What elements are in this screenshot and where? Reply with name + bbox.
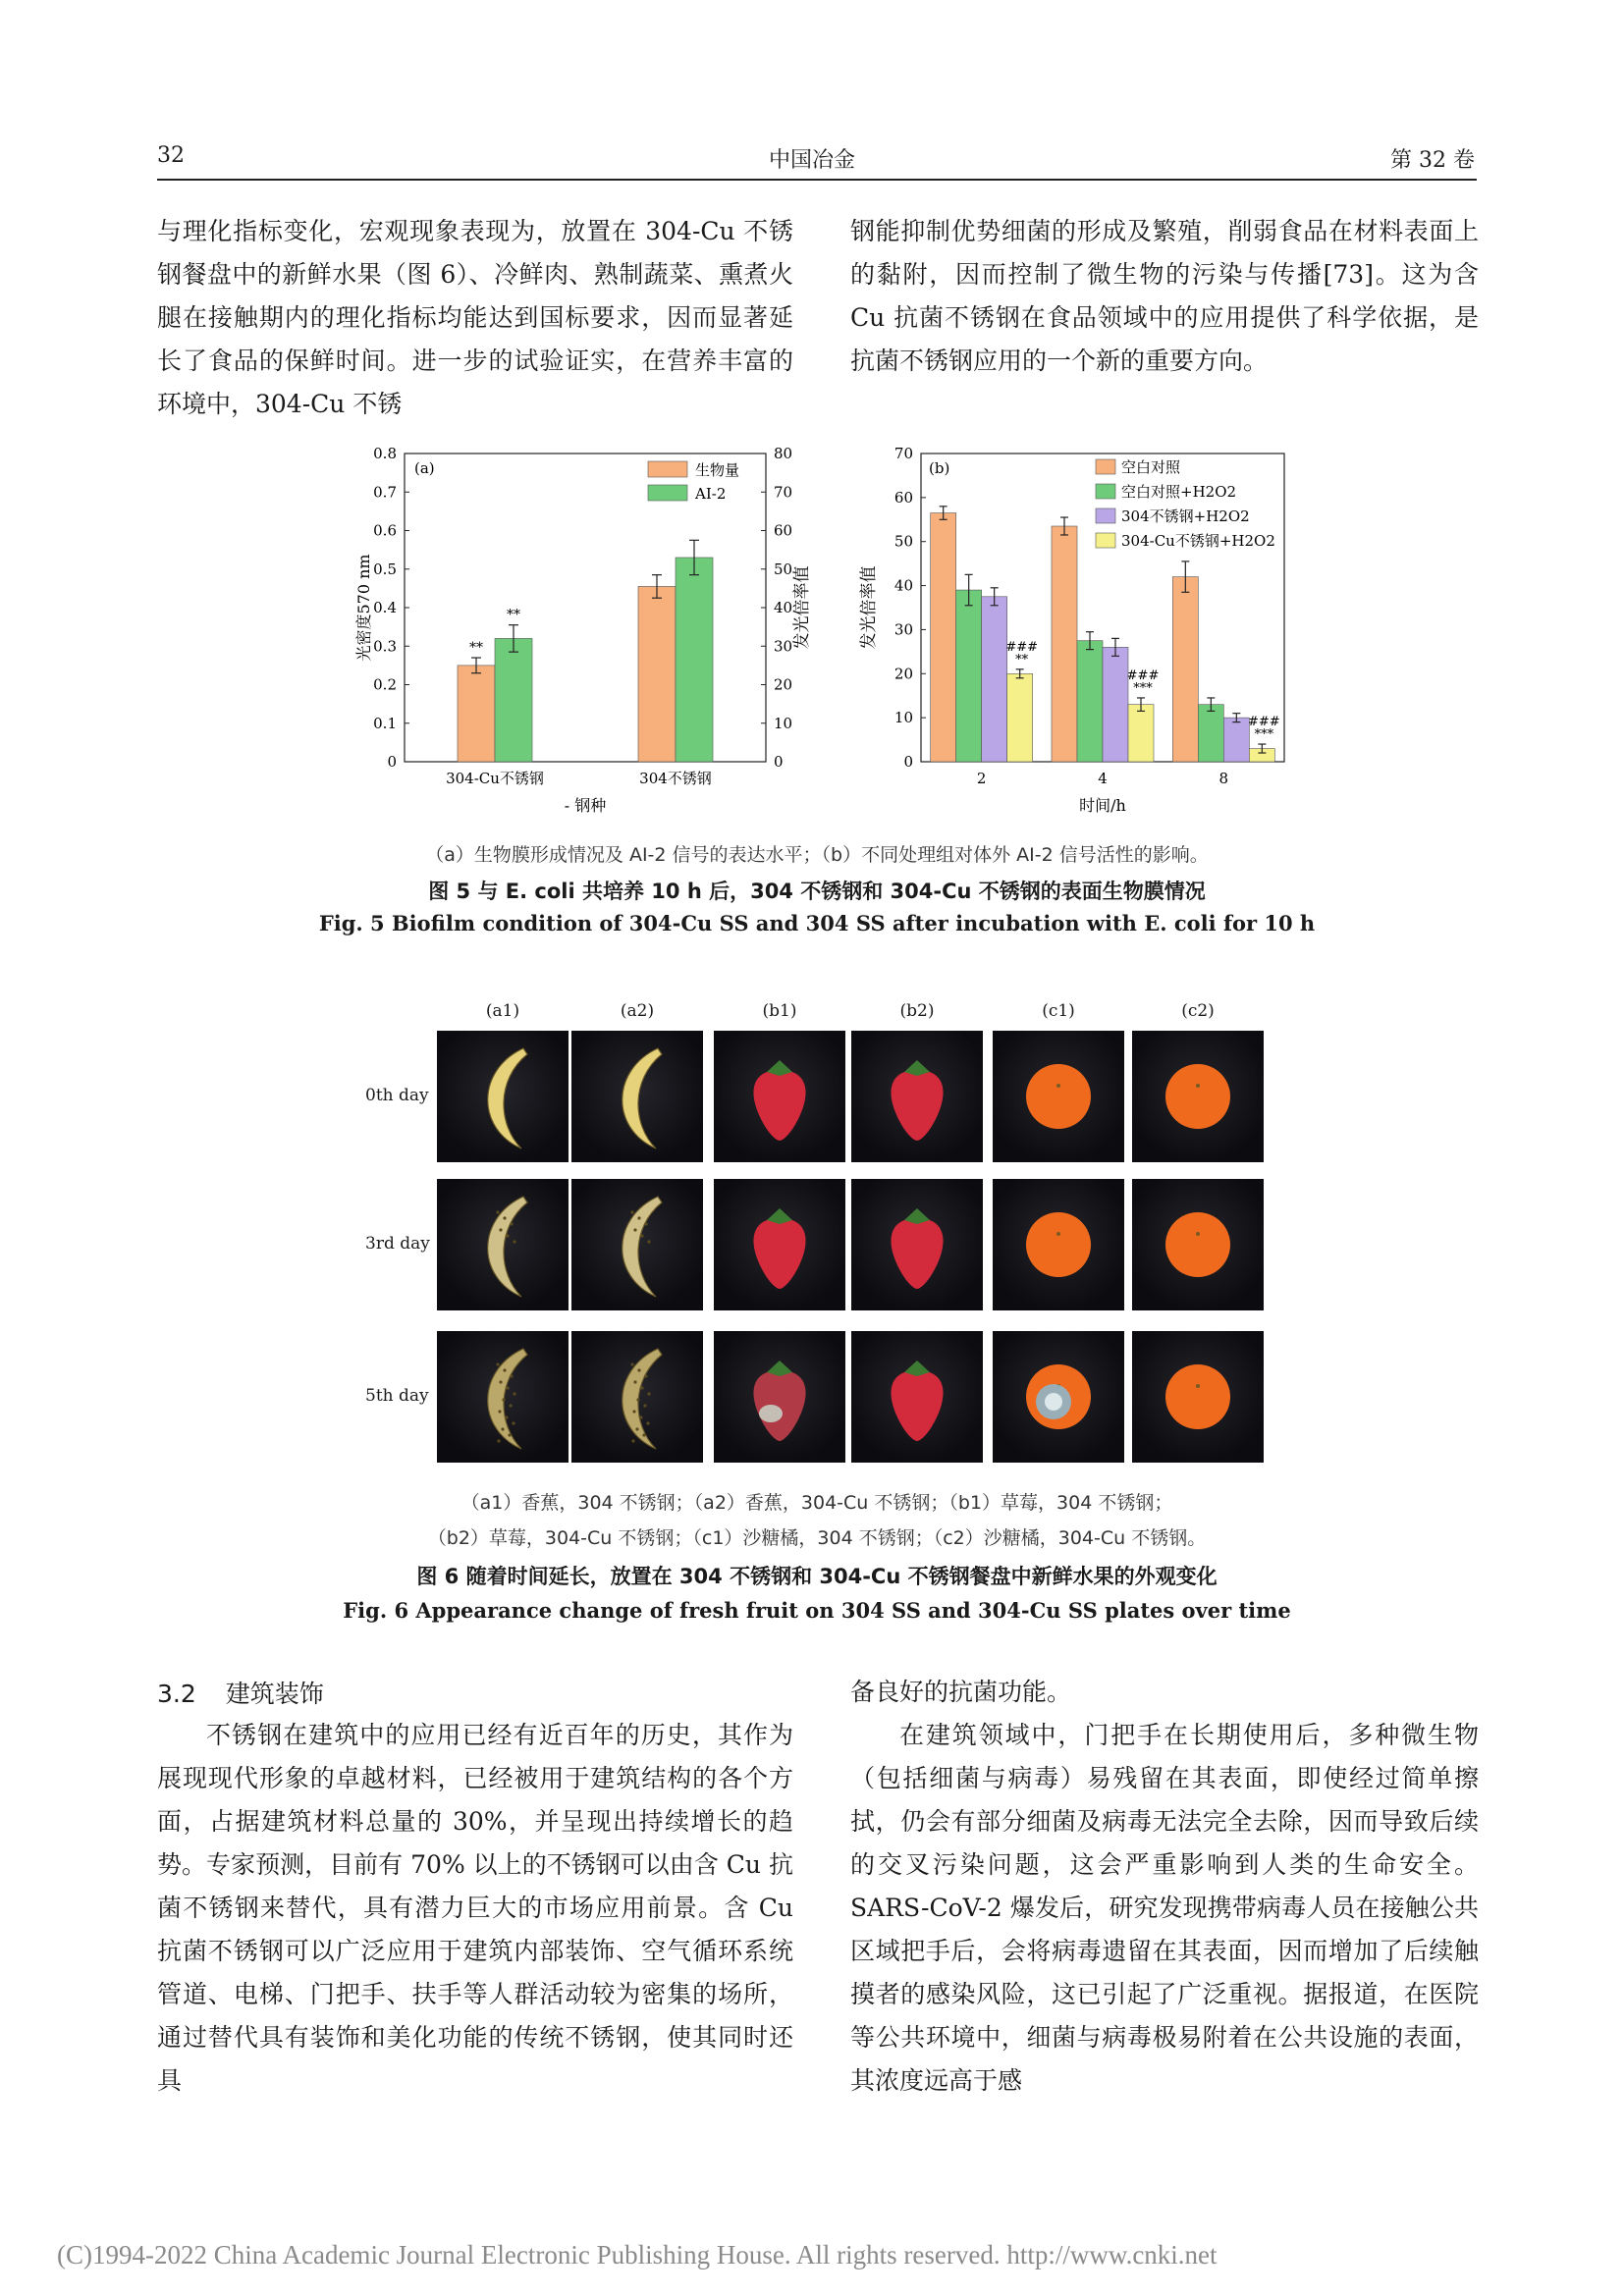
banana-spot — [643, 1404, 646, 1407]
banana-spot — [510, 1222, 513, 1225]
banana-spot — [496, 1362, 499, 1365]
x-tick-label: 8 — [1218, 770, 1229, 787]
banana-photo — [571, 1031, 703, 1162]
banana-image — [571, 1179, 703, 1310]
legend-swatch — [648, 485, 687, 501]
paragraph: 在建筑领域中，门把手在长期使用后，多种微生物（包括细菌与病毒）易残留在其表面，即使经过简单擦拭，仍会有部分细菌及病毒无法完全去除，因而导致后续的交叉污染问题，这会严重影响到人类的生命安全。SARS-CoV-2 爆发后，研究发现携带病毒人员在接触公共区域把手后，会将病毒遗留在其表面，因而增加了后续触摸者的感染风险，这已引起了广泛重视。据报道，在医院等公共环境中，细菌与病毒极易附着在公共设施的表面，其浓度远高于感 — [850, 1721, 1479, 2095]
orange-image — [993, 1331, 1124, 1463]
page-number: 32 — [157, 143, 185, 168]
legend-swatch — [648, 461, 687, 477]
banana-spot — [501, 1427, 504, 1430]
left-column-top — [157, 210, 793, 426]
significance-label: ### ** — [1005, 639, 1039, 667]
banana-spot — [510, 1374, 513, 1377]
bar — [1007, 673, 1033, 762]
banana-photo — [571, 1331, 703, 1463]
orange-photo — [993, 1179, 1124, 1310]
banana-spot — [503, 1216, 506, 1219]
strawberry-photo — [714, 1179, 845, 1310]
strawberry-image — [851, 1031, 983, 1162]
y-tick-label: 0.5 — [373, 560, 397, 578]
journal-name: 中国冶金 — [768, 148, 855, 173]
bar — [495, 638, 532, 762]
banana-shape — [488, 1349, 527, 1449]
banana-spot — [636, 1398, 639, 1401]
orange-body — [1165, 1364, 1230, 1429]
x-tick-label: 2 — [976, 770, 987, 787]
banana-shape — [488, 1197, 527, 1297]
y-tick-label: 0.4 — [373, 599, 397, 616]
y-tick-label: 70 — [893, 445, 913, 462]
y-tick-label: 0.1 — [373, 714, 397, 732]
right-column-bottom — [850, 1671, 1479, 2103]
banana-photo — [437, 1331, 568, 1463]
strawberry-image — [714, 1179, 845, 1310]
x-axis-label: 时间/h — [1079, 796, 1126, 815]
orange-body — [1165, 1212, 1230, 1277]
y-tick-label: 0 — [903, 753, 913, 771]
fig5-chart-a — [353, 444, 825, 823]
y2-tick-label: 20 — [774, 675, 793, 694]
banana-spot — [508, 1433, 511, 1436]
section-number: 3.2 — [157, 1680, 196, 1708]
orange-photo — [1132, 1331, 1264, 1463]
orange-photo — [993, 1331, 1124, 1463]
strawberry-image — [714, 1331, 845, 1463]
y2-tick-label: 0 — [774, 753, 784, 771]
copyright-footer: (C)1994-2022 China Academic Journal Electronic Publishing House. All rights reserved. http://www.cnki.net — [57, 2240, 1218, 2269]
fig6-row-label: 0th day — [365, 1086, 429, 1105]
significance-label: ** — [507, 607, 520, 623]
banana-spot — [503, 1368, 506, 1371]
banana-spot — [644, 1222, 647, 1225]
legend-label: 304不锈钢+H2O2 — [1121, 507, 1250, 525]
fig6-caption-cn: 图 6 随着时间延长，放置在 304 不锈钢和 304-Cu 不锈钢餐盘中新鲜水果的外观变化 — [416, 1565, 1218, 1588]
bar — [676, 558, 713, 762]
y-tick-label: 0.3 — [373, 637, 397, 656]
y2-tick-label: 40 — [774, 599, 793, 616]
orange-image — [1132, 1179, 1264, 1310]
legend-swatch — [1096, 508, 1115, 523]
fig5-subcaption: （a）生物膜形成情况及 AI-2 信号的表达水平；（b）不同处理组对体外 AI-2 信号活性的影响。 — [425, 844, 1209, 866]
strawberry-photo — [851, 1331, 983, 1463]
legend-label: 空白对照+H2O2 — [1121, 483, 1237, 501]
bar — [458, 666, 495, 762]
banana-spot — [505, 1415, 508, 1418]
y2-tick-label: 50 — [774, 560, 793, 578]
y-axis-label: 光密度570 nm — [354, 554, 373, 662]
banana-shape — [488, 1048, 527, 1148]
banana-spot — [640, 1386, 643, 1389]
y-tick-label: 60 — [893, 488, 913, 507]
panel-label: (b) — [929, 459, 950, 477]
banana-spot — [630, 1362, 633, 1365]
banana-spot — [506, 1234, 509, 1237]
panel-label: (a) — [414, 459, 435, 477]
legend-label: 304-Cu不锈钢+H2O2 — [1121, 532, 1275, 550]
fig5-chart-b — [852, 444, 1314, 823]
y2-tick-label: 30 — [774, 637, 793, 656]
banana-spot — [632, 1410, 635, 1413]
strawberry-image — [714, 1031, 845, 1162]
fig6-subcaption-line2: （b2）草莓，304-Cu 不锈钢；（c1）沙糖橘，304 不锈钢；（c2）沙糖橘，304-Cu 不锈钢。 — [427, 1527, 1207, 1549]
banana-spot — [499, 1228, 502, 1231]
y-axis-label: 发光倍率值 — [859, 565, 879, 650]
banana-spot — [644, 1374, 647, 1377]
banana-photo — [437, 1179, 568, 1310]
fig6-row-label: 5th day — [365, 1386, 429, 1406]
significance-label: ### *** — [1247, 715, 1280, 743]
orange-stem — [1196, 1384, 1200, 1388]
strawberry-photo — [851, 1179, 983, 1310]
banana-image — [437, 1031, 568, 1162]
strawberry-body — [753, 1370, 805, 1441]
x-tick-label: 4 — [1098, 770, 1108, 787]
banana-spot — [512, 1421, 514, 1424]
y2-tick-label: 60 — [774, 521, 793, 540]
orange-image — [1132, 1331, 1264, 1463]
y-tick-label: 20 — [893, 665, 913, 683]
banana-image — [437, 1179, 568, 1310]
bar — [1198, 705, 1223, 762]
x-tick-label: 304-Cu不锈钢 — [446, 770, 544, 787]
banana-spot — [642, 1433, 645, 1436]
orange-body — [1165, 1064, 1230, 1129]
legend-label: AI-2 — [695, 485, 727, 503]
x-tick-label: 304不锈钢 — [639, 770, 712, 787]
banana-spot — [647, 1240, 650, 1243]
strawberry-photo — [714, 1031, 845, 1162]
banana-spot — [497, 1439, 500, 1442]
orange-stem — [1196, 1232, 1200, 1236]
banana-image — [437, 1331, 568, 1463]
banana-spot — [498, 1410, 501, 1413]
legend-label: 生物量 — [695, 461, 740, 479]
y-tick-label: 0.2 — [373, 675, 397, 694]
fig6-column-label: (a2) — [620, 1001, 655, 1021]
section-heading — [157, 1675, 324, 1710]
strawberry-photo — [714, 1331, 845, 1463]
left-column-bottom — [157, 1714, 793, 2107]
strawberry-body — [753, 1070, 805, 1141]
bar — [1103, 647, 1128, 762]
orange-body — [1026, 1212, 1091, 1277]
banana-spot — [509, 1404, 512, 1407]
y-tick-label: 10 — [893, 709, 913, 727]
significance-label: ** — [469, 640, 483, 657]
y2-tick-label: 80 — [774, 445, 793, 462]
fig6-column-label: (b2) — [899, 1001, 935, 1021]
banana-shape — [623, 1349, 662, 1449]
fig6-caption-en: Fig. 6 Appearance change of fresh fruit on 304 SS and 304-Cu SS plates over time — [343, 1598, 1291, 1623]
fig6-column-label: (b1) — [762, 1001, 797, 1021]
legend-swatch — [1096, 484, 1115, 499]
y2-tick-label: 70 — [774, 483, 793, 502]
orange-photo — [993, 1031, 1124, 1162]
banana-spot — [630, 1210, 633, 1213]
mold-center — [1045, 1393, 1062, 1411]
orange-stem — [1196, 1084, 1200, 1088]
banana-shape — [623, 1048, 662, 1148]
y2-axis-label: 发光倍率值 — [792, 565, 812, 650]
bar — [1128, 705, 1154, 762]
strawberry-body — [891, 1070, 943, 1141]
legend-swatch — [1096, 533, 1115, 548]
section-title: 建筑装饰 — [225, 1680, 324, 1708]
orange-photo — [1132, 1031, 1264, 1162]
banana-photo — [437, 1031, 568, 1162]
orange-photo — [1132, 1179, 1264, 1310]
banana-spot — [640, 1234, 643, 1237]
y-tick-label: 0.8 — [373, 445, 397, 462]
banana-spot — [635, 1427, 638, 1430]
strawberry-body — [891, 1218, 943, 1289]
bar — [638, 586, 676, 762]
fig6-column-label: (c1) — [1042, 1001, 1075, 1021]
banana-image — [571, 1331, 703, 1463]
volume-number: 第 32 卷 — [1390, 148, 1475, 173]
orange-image — [993, 1179, 1124, 1310]
fig6-column-label: (a1) — [485, 1001, 520, 1021]
y-tick-label: 40 — [893, 576, 913, 595]
banana-shape — [623, 1197, 662, 1297]
significance-label: ### *** — [1126, 667, 1160, 696]
y-tick-label: 0.7 — [373, 483, 397, 502]
banana-image — [571, 1031, 703, 1162]
strawberry-body — [891, 1370, 943, 1441]
banana-spot — [513, 1392, 515, 1395]
banana-spot — [496, 1210, 499, 1213]
x-axis-label: - 钢种 — [564, 796, 607, 815]
bar — [1223, 718, 1249, 762]
banana-spot — [647, 1392, 650, 1395]
fig6-column-label: (c2) — [1181, 1001, 1215, 1021]
y-tick-label: 0.6 — [373, 521, 397, 540]
y-tick-label: 30 — [893, 620, 913, 639]
banana-spot — [637, 1216, 640, 1219]
banana-spot — [646, 1421, 649, 1424]
bar — [931, 513, 956, 762]
banana-spot — [633, 1228, 636, 1231]
strawberry-image — [851, 1179, 983, 1310]
banana-spot — [506, 1386, 509, 1389]
fig5-caption-cn: 图 5 与 E. coli 共培养 10 h 后，304 不锈钢和 304-Cu 不锈钢的表面生物膜情况 — [428, 880, 1206, 903]
banana-spot — [499, 1380, 502, 1383]
fig6-row-label: 3rd day — [365, 1234, 430, 1254]
banana-photo — [571, 1179, 703, 1310]
banana-spot — [639, 1415, 642, 1418]
header-rule — [157, 179, 1477, 181]
paragraph: 与理化指标变化，宏观现象表现为，放置在 304-Cu 不锈钢餐盘中的新鲜水果（图 6）、冷鲜肉、熟制蔬菜、熏煮火腿在接触期内的理化指标均能达到国标要求，因而显著延长了食品的保鲜时间。进一步的试验证实，在营养丰富的环境中，304-Cu 不锈 — [157, 217, 793, 418]
banana-spot — [502, 1398, 505, 1401]
strawberry-image — [851, 1331, 983, 1463]
orange-image — [993, 1031, 1124, 1162]
legend-label: 空白对照 — [1121, 458, 1181, 476]
banana-spot — [631, 1439, 634, 1442]
strawberry-photo — [851, 1031, 983, 1162]
bar — [956, 590, 982, 762]
strawberry-body — [753, 1218, 805, 1289]
bar — [1172, 577, 1198, 762]
bar — [1077, 641, 1103, 762]
paragraph: 备良好的抗菌功能。 — [850, 1678, 1072, 1706]
fig5-caption-en: Fig. 5 Biofilm condition of 304-Cu SS and 304 SS after incubation with E. coli for 10 h — [318, 911, 1316, 935]
orange-body — [1026, 1064, 1091, 1129]
mold-patch — [759, 1405, 783, 1422]
bar — [982, 597, 1007, 762]
orange-image — [1132, 1031, 1264, 1162]
banana-spot — [513, 1240, 515, 1243]
y-tick-label: 50 — [893, 532, 913, 551]
right-column-top — [850, 210, 1479, 426]
legend-swatch — [1096, 459, 1115, 474]
paragraph: 不锈钢在建筑中的应用已经有近百年的历史，其作为展现现代形象的卓越材料，已经被用于建筑结构的各个方面，占据建筑材料总量的 30%，并呈现出持续增长的趋势。专家预测，目前有 70% 以上的不锈钢可以由含 Cu 抗菌不锈钢来替代，具有潜力巨大的市场应用前景。含 Cu 抗菌不锈钢可以广泛应用于建筑内部装饰、空气循环系统管道、电梯、门把手、扶手等人群活动较为密集的场所，通过替代具有装饰和美化功能的传统不锈钢，使其同时还具 — [157, 1721, 793, 2095]
orange-stem — [1056, 1084, 1060, 1088]
orange-stem — [1056, 1232, 1060, 1236]
banana-spot — [633, 1380, 636, 1383]
y2-tick-label: 10 — [774, 714, 793, 732]
banana-spot — [637, 1368, 640, 1371]
bar — [1052, 526, 1077, 762]
paragraph: 钢能抑制优势细菌的形成及繁殖，削弱食品在材料表面上的黏附，因而控制了微生物的污染与传播[73]。这为含 Cu 抗菌不锈钢在食品领域中的应用提供了科学依据，是抗菌不锈钢应用的一个新的重要方向。 — [850, 217, 1479, 375]
y-tick-label: 0 — [387, 753, 397, 771]
fig6-subcaption-line1: （a1）香蕉，304 不锈钢；（a2）香蕉，304-Cu 不锈钢；（b1）草莓，304 不锈钢； — [460, 1492, 1173, 1514]
